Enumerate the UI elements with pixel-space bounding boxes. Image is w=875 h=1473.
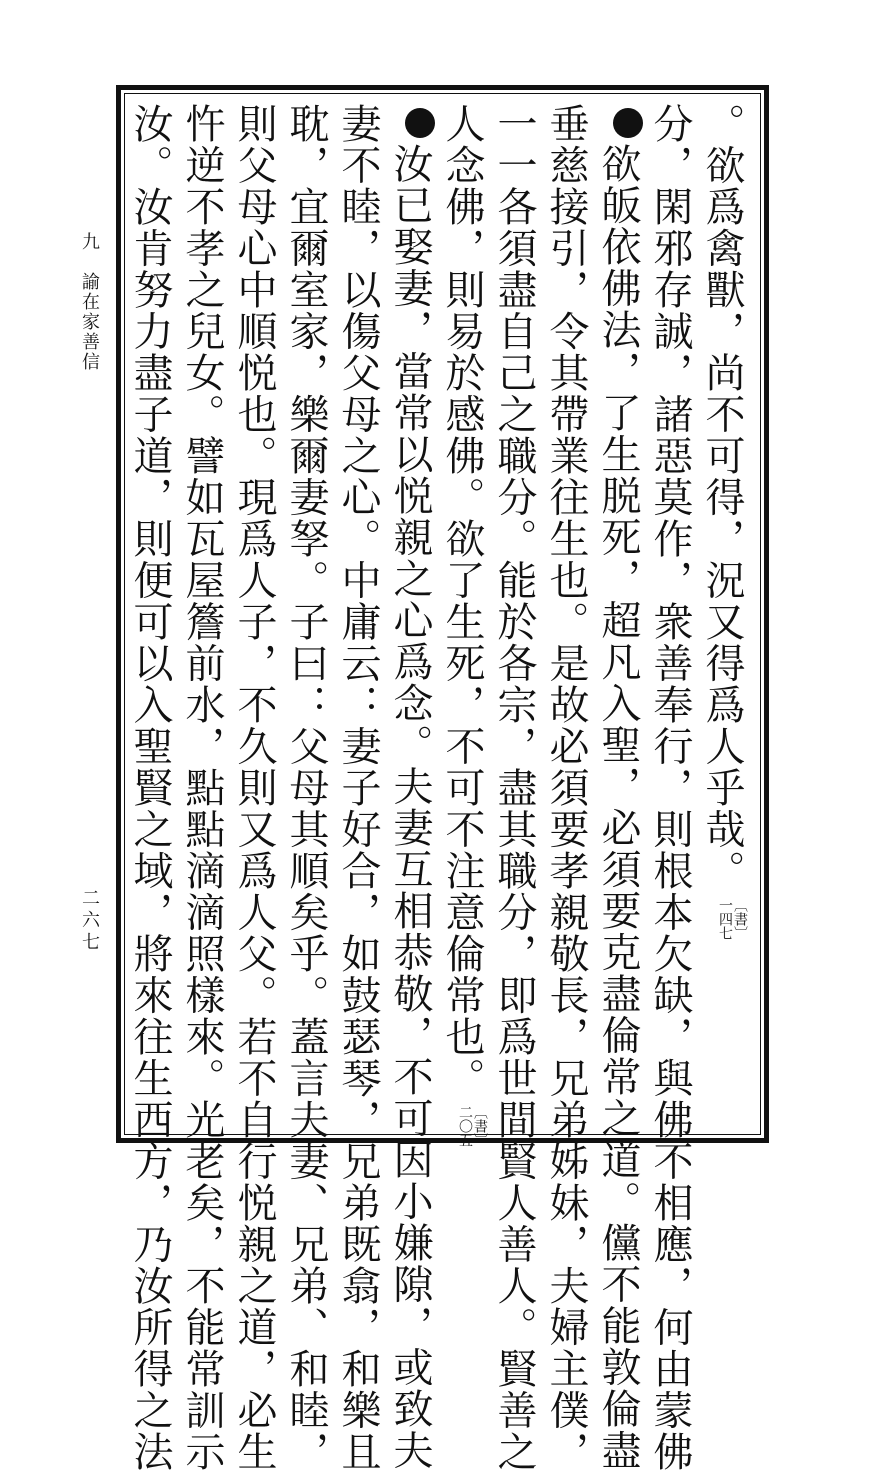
- paragraph-bullet-icon: [405, 108, 435, 138]
- text-column: [592, 103, 644, 1471]
- page-number: 二六七: [79, 888, 100, 954]
- text-column: [280, 103, 332, 1473]
- source-note: [457, 1105, 487, 1147]
- text-column: [384, 103, 436, 1471]
- text-column: [124, 103, 176, 1473]
- text-column: [696, 103, 748, 1129]
- column-text: 耽，宜爾室家，樂爾妻孥。子曰：父母其順矣乎。蓋言夫妻、兄弟、和睦，: [283, 103, 329, 1473]
- column-text: 。欲爲禽獸，尚不可得，況又得爲人乎哉。: [699, 103, 745, 892]
- column-text: 分，閑邪存誠，諸惡莫作，衆善奉行，則根本欠缺，與佛不相應，何由蒙佛: [647, 103, 693, 1473]
- column-text: 妻不睦，以傷父母之心。中庸云：妻子好合，如鼓瑟琴，兄弟既翕，和樂且: [335, 103, 381, 1473]
- text-column: [436, 103, 488, 1147]
- column-text: 則父母心中順悦也。現爲人子，不久則又爲人父。若不自行悦親之道，必生: [231, 103, 277, 1473]
- text-column: [332, 103, 384, 1473]
- column-text: 人念佛，則易於感佛。欲了生死，不可不注意倫常也。: [439, 103, 485, 1099]
- column-text: 垂慈接引，令其帶業往生也。是故必須要孝親敬長，兄弟姊妹，夫婦主僕，: [543, 103, 589, 1473]
- text-column: [644, 103, 696, 1473]
- text-column: [488, 103, 540, 1473]
- text-column: [228, 103, 280, 1473]
- text-column: [540, 103, 592, 1473]
- text-columns: [127, 103, 748, 1473]
- source-note-line: 〔書〕: [732, 897, 748, 940]
- source-note: [717, 898, 747, 940]
- column-text: 一一各須盡自己之職分。能於各宗，盡其職分，即爲世間賢人善人。賢善之: [491, 103, 537, 1473]
- column-text: 汝。汝肯努力盡子道，則便可以入聖賢之域，將來往生西方，乃汝所得之法: [127, 103, 173, 1473]
- text-column: [176, 103, 228, 1473]
- column-text: 汝已娶妻，當常以悦親之心爲念。夫妻互相恭敬，不可因小嫌隙，或致夫: [387, 143, 433, 1471]
- source-note-line: 二〇五: [457, 1105, 473, 1147]
- column-text: 忤逆不孝之兒女。譬如瓦屋簷前水，點點滴滴照樣來。光老矣，不能常訓示: [179, 103, 225, 1473]
- source-note-line: 一四七: [717, 897, 733, 940]
- chapter-heading: 九 諭在家善信: [79, 232, 100, 372]
- column-text: 欲皈依佛法，了生脱死，超凡入聖，必須要克盡倫常之道。儻不能敦倫盡: [595, 143, 641, 1471]
- paragraph-bullet-icon: [613, 108, 643, 138]
- source-note-line: 〔書〕: [472, 1105, 488, 1147]
